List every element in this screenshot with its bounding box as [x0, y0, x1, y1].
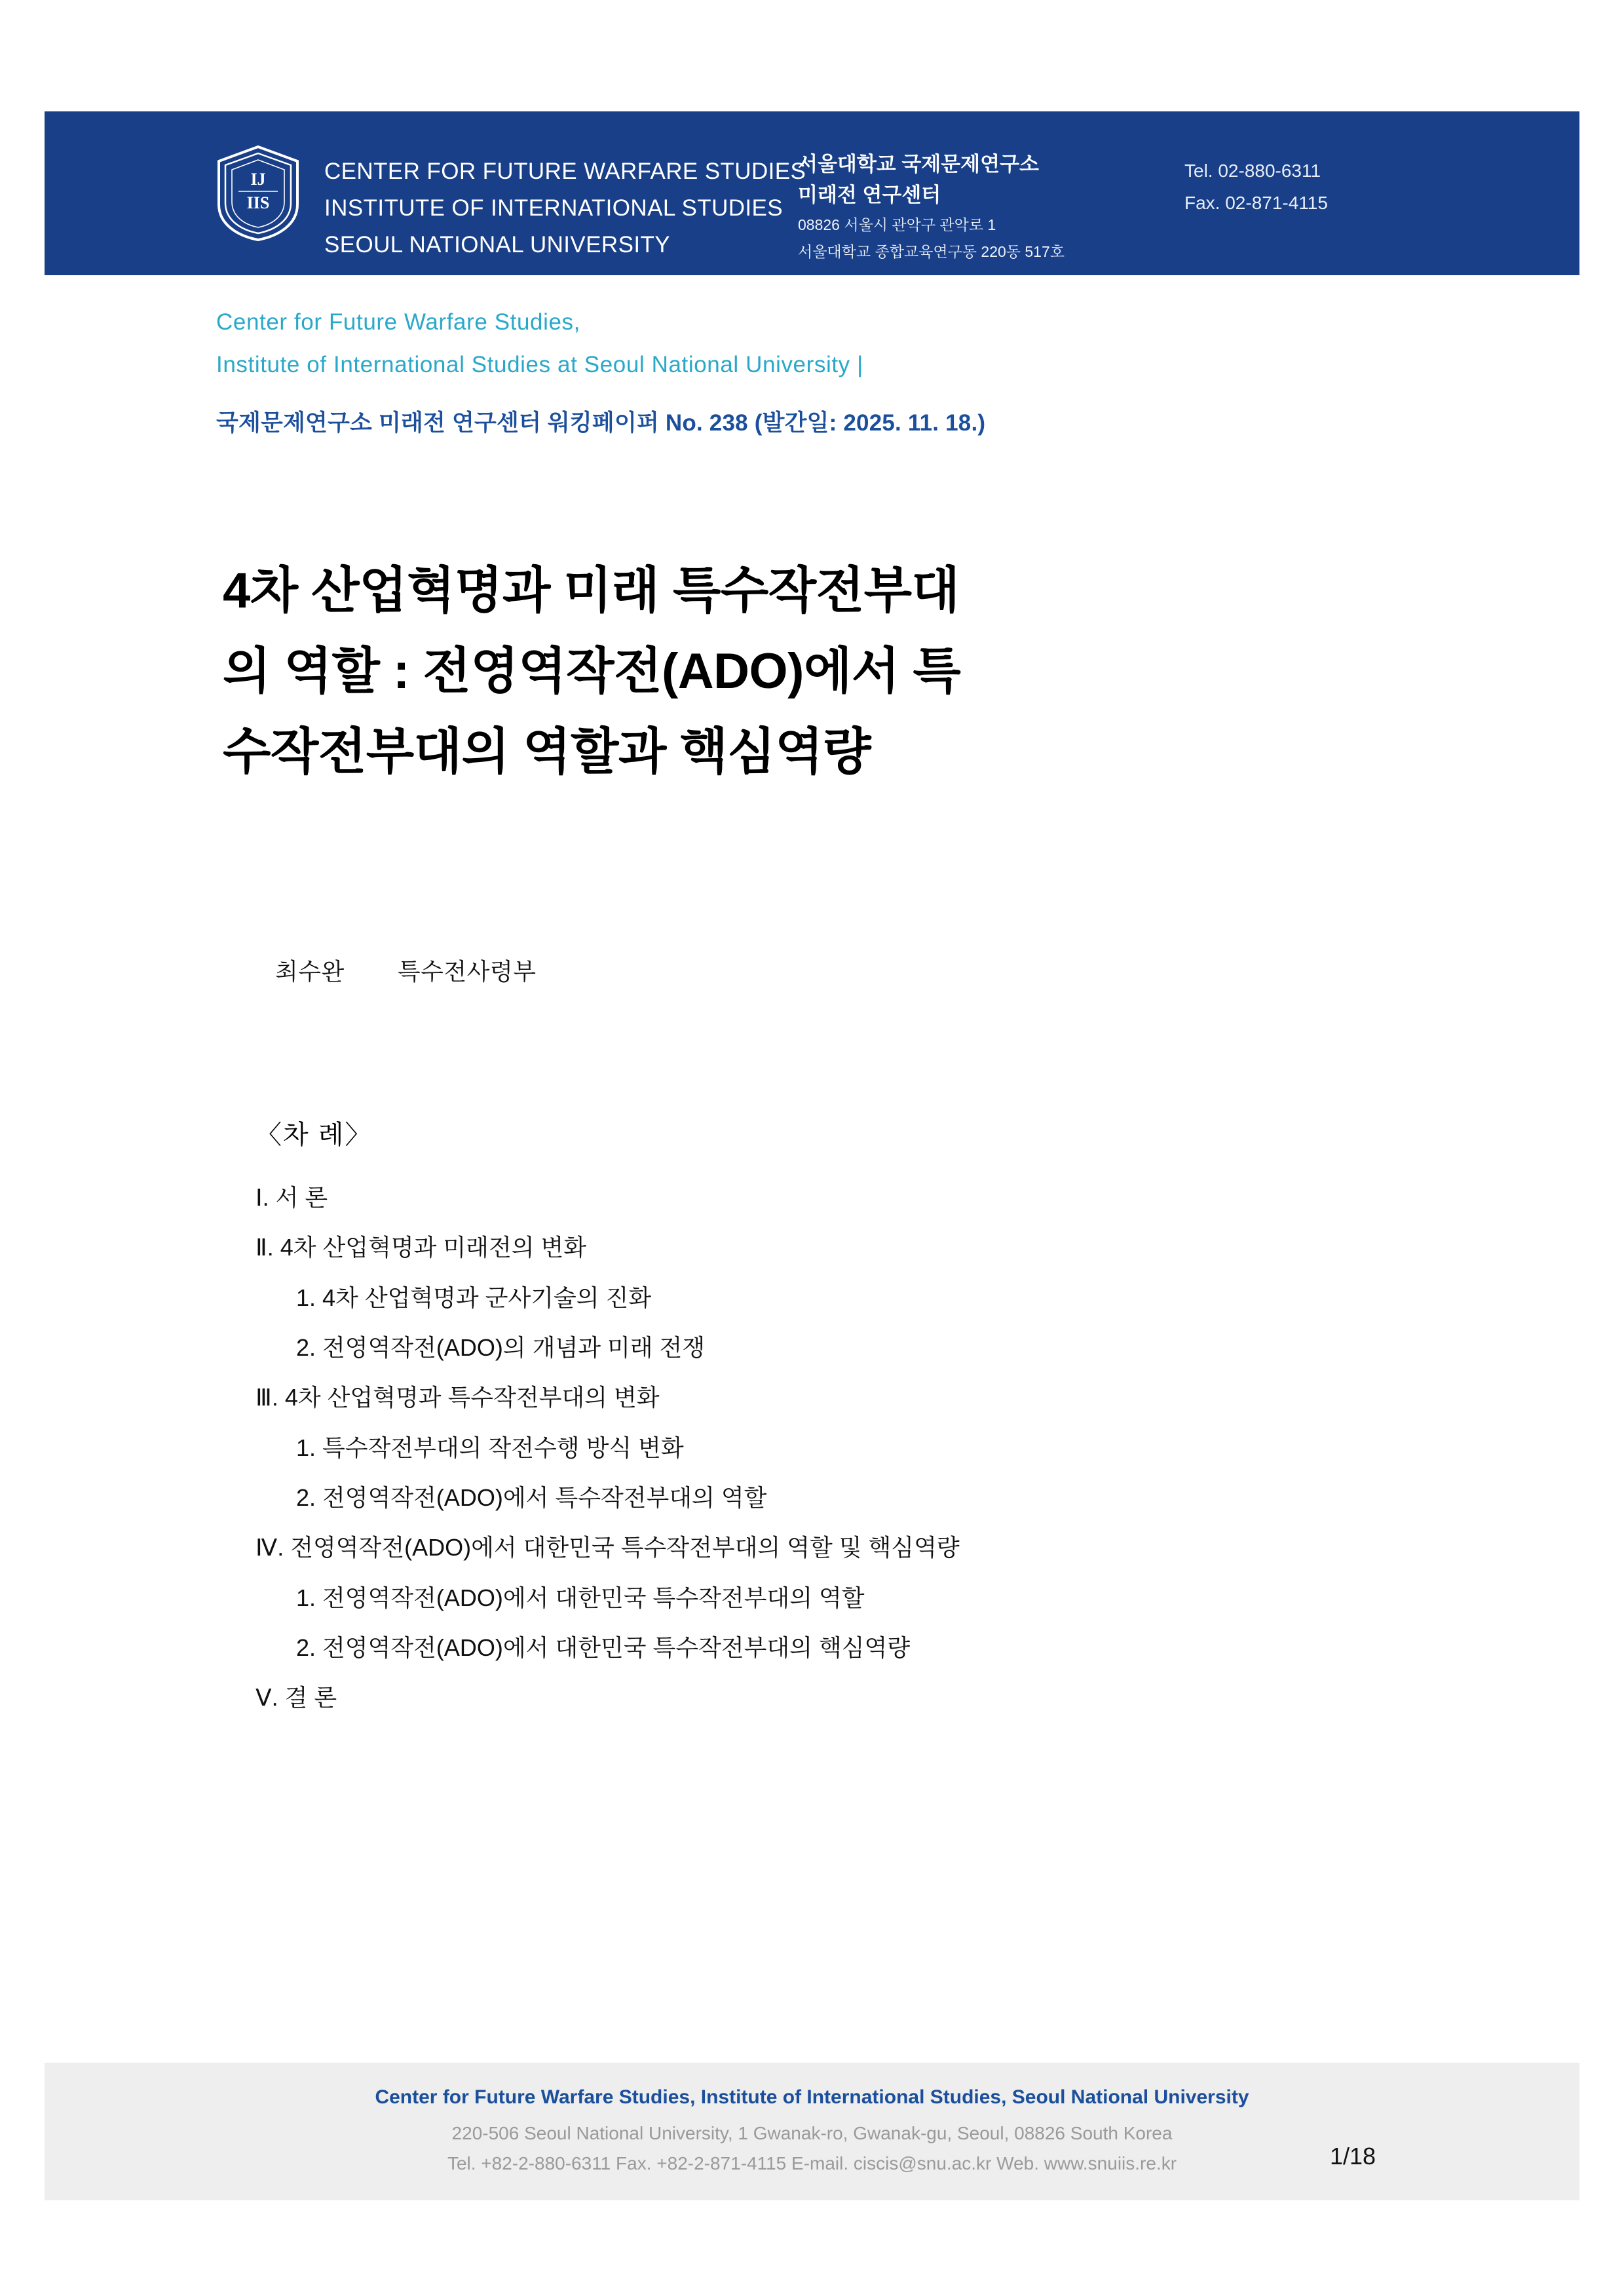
toc-item: 1. 특수작전부대의 작전수행 방식 변화 — [296, 1434, 684, 1461]
org-en-line-2: INSTITUTE OF INTERNATIONAL STUDIES — [324, 195, 784, 221]
toc-heading: 〈차 례〉 — [255, 1120, 373, 1149]
footer-contact: Tel. +82-2-880-6311 Fax. +82-2-871-4115 E-mail. ciscis@snu.ac.kr Web. www.snuiis.re.kr — [447, 2153, 1177, 2173]
footer-title: Center for Future Warfare Studies, Institute of International Studies, Seoul National University — [375, 2086, 1249, 2108]
author-name: 최수완 — [275, 958, 345, 985]
org-address-line-2: 서울대학교 종합교육연구동 220동 517호 — [798, 242, 1065, 260]
page-number: 1/18 — [1330, 2143, 1376, 2170]
svg-text:IIS: IIS — [246, 193, 270, 212]
toc-item: 2. 전영역작전(ADO)에서 특수작전부대의 역할 — [296, 1483, 767, 1511]
toc-item: Ⅴ. 결 론 — [255, 1684, 337, 1712]
org-name-english — [324, 153, 806, 263]
working-paper-number: 국제문제연구소 미래전 연구센터 워킹페이퍼 No. 238 (발간일: 2025. 11. 18.) — [216, 410, 986, 436]
toc-item: Ⅲ. 4차 산업혁명과 특수작전부대의 변화 — [255, 1384, 660, 1411]
header-banner — [45, 111, 1579, 275]
org-ko-line-1: 서울대학교 국제문제연구소 — [798, 153, 1039, 176]
author-affiliation: 특수전사령부 — [397, 958, 537, 985]
org-en-line-1: CENTER FOR FUTURE WARFARE STUDIES — [324, 159, 806, 184]
footer-address: 220-506 Seoul National University, 1 Gwanak-ro, Gwanak-gu, Seoul, 08826 South Korea — [451, 2123, 1173, 2143]
org-address-line-1: 08826 서울시 관악구 관악로 1 — [798, 216, 996, 233]
toc-item: Ⅳ. 전영역작전(ADO)에서 대한민국 특수작전부대의 역할 및 핵심역량 — [255, 1534, 960, 1561]
toc-item: Ⅰ. 서 론 — [255, 1184, 328, 1211]
toc-item: Ⅱ. 4차 산업혁명과 미래전의 변화 — [255, 1234, 587, 1261]
org-name-korean — [798, 149, 1065, 263]
toc-item: 1. 4차 산업혁명과 군사기술의 진화 — [296, 1284, 652, 1311]
svg-text:IJ: IJ — [250, 170, 266, 189]
title-line-2: 의 역할 : 전영역작전(ADO)에서 특 — [223, 643, 961, 700]
publication-meta — [216, 301, 1461, 438]
title-line-1: 4차 산업혁명과 미래 특수작전부대 — [223, 563, 960, 619]
author-block — [275, 953, 537, 987]
toc-item: 2. 전영역작전(ADO)의 개념과 미래 전쟁 — [296, 1333, 706, 1361]
header-fax: Fax. 02-871-4115 — [1184, 193, 1328, 213]
meta-en-line-1: Center for Future Warfare Studies, — [216, 309, 580, 335]
page-title — [223, 550, 1454, 792]
org-en-line-3: SEOUL NATIONAL UNIVERSITY — [324, 232, 670, 258]
header-tel: Tel. 02-880-6311 — [1184, 161, 1321, 181]
toc-item: 1. 전영역작전(ADO)에서 대한민국 특수작전부대의 역할 — [296, 1584, 865, 1611]
toc-item: 2. 전영역작전(ADO)에서 대한민국 특수작전부대의 핵심역량 — [296, 1634, 911, 1661]
table-of-contents — [255, 1173, 1435, 1723]
meta-en-line-2: Institute of International Studies at Seoul National University | — [216, 351, 863, 377]
org-ko-line-2: 미래전 연구센터 — [798, 183, 941, 206]
university-crest-icon — [215, 144, 301, 242]
title-line-3: 수작전부대의 역할과 핵심역량 — [223, 724, 871, 780]
header-contact — [1184, 155, 1328, 219]
footer-banner — [45, 2063, 1579, 2200]
